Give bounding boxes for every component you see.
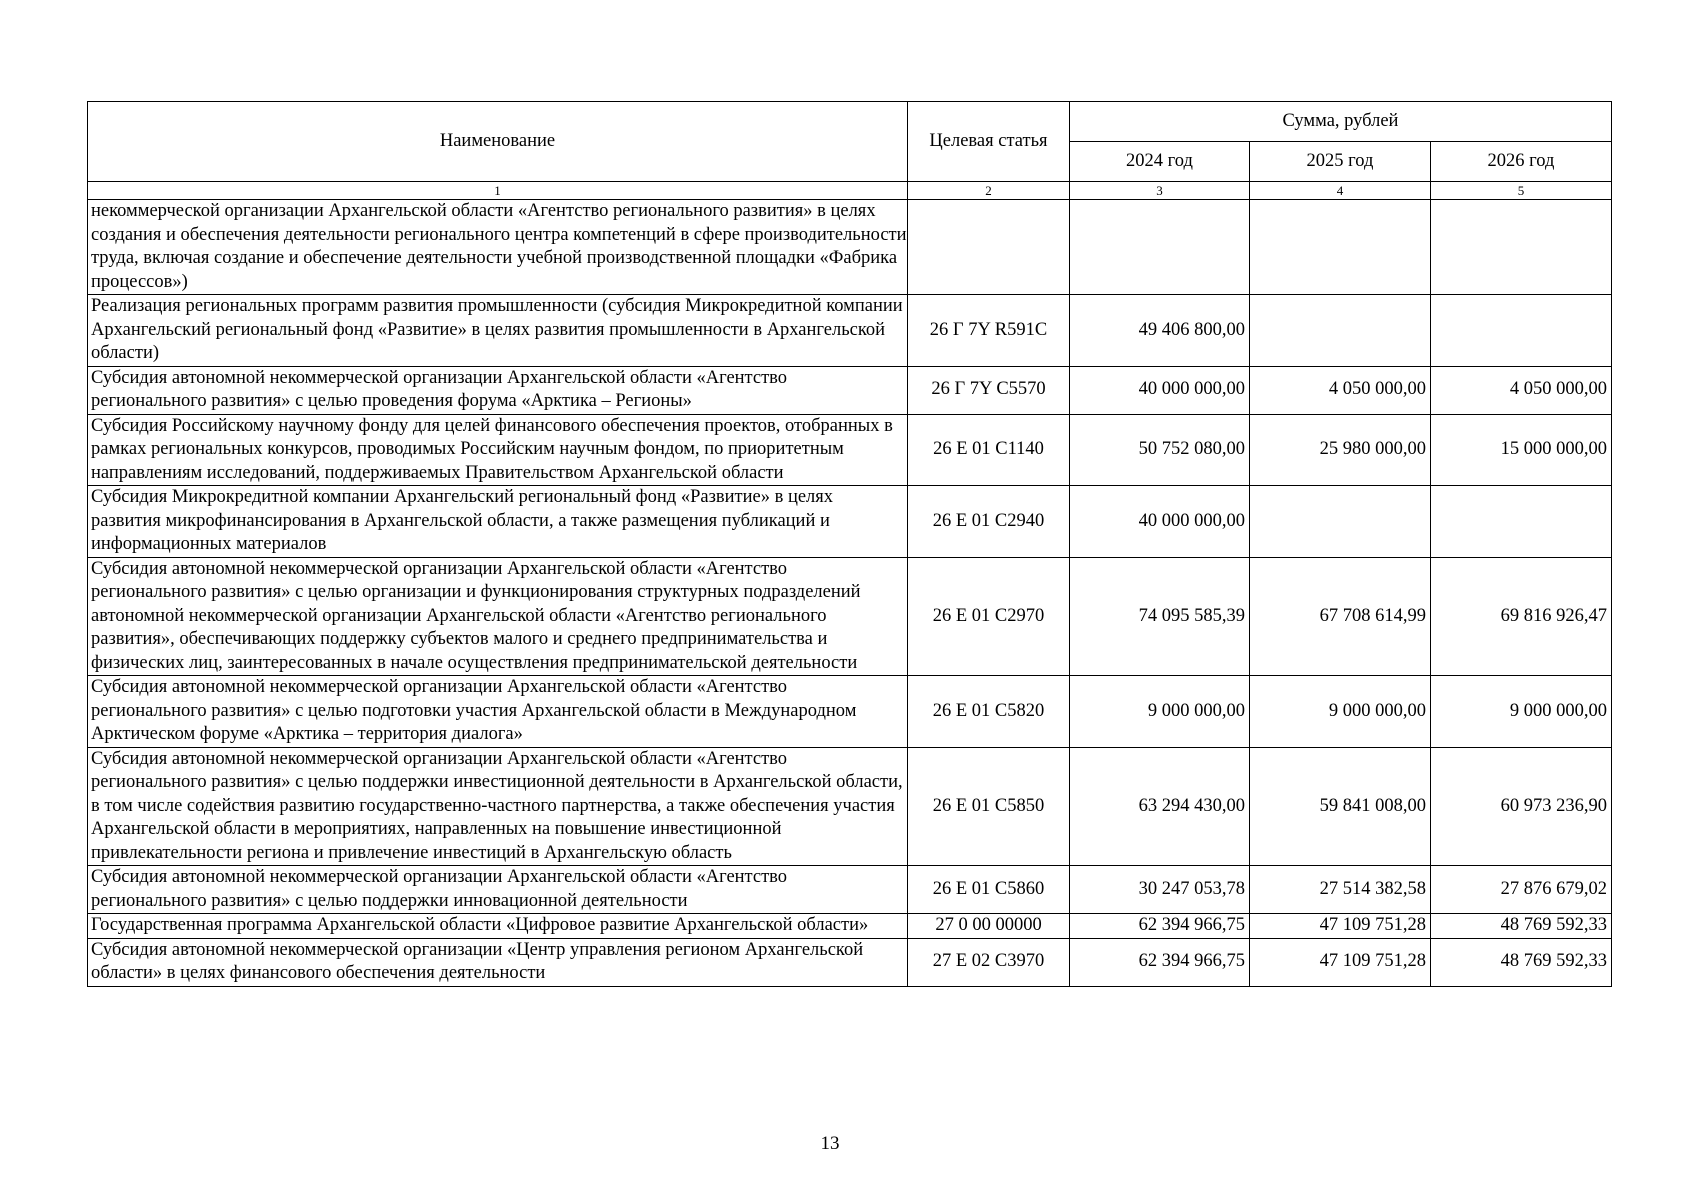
table-row — [88, 747, 1612, 866]
header-year-2025: 2025 год — [1250, 142, 1431, 182]
row-amount-2024: 40 000 000,00 — [1070, 486, 1250, 558]
row-amount-2026: 27 876 679,02 — [1431, 866, 1612, 914]
header-code: Целевая статья — [908, 102, 1070, 182]
row-amount-2025 — [1250, 295, 1431, 367]
row-name: Субсидия автономной некоммерческой организации Архангельской области «Агентство регионального развития» с целью поддержки инновационной деятельности — [88, 866, 908, 914]
row-code — [908, 200, 1070, 295]
row-amount-2024: 74 095 585,39 — [1070, 557, 1250, 676]
table-row — [88, 295, 1612, 367]
column-number: 1 — [88, 182, 908, 200]
row-code: 26 Е 01 C5820 — [908, 676, 1070, 748]
table-row — [88, 557, 1612, 676]
row-amount-2026: 9 000 000,00 — [1431, 676, 1612, 748]
row-code: 26 Г 7Y C5570 — [908, 366, 1070, 414]
row-code: 27 Е 02 C3970 — [908, 938, 1070, 986]
row-amount-2025: 27 514 382,58 — [1250, 866, 1431, 914]
row-amount-2025 — [1250, 486, 1431, 558]
row-name: Субсидия автономной некоммерческой организации «Центр управления регионом Архангельской области» в целях финансового обеспечения деятельности — [88, 938, 908, 986]
row-code: 27 0 00 00000 — [908, 914, 1070, 939]
table-row — [88, 414, 1612, 486]
row-name: Реализация региональных программ развития промышленности (субсидия Микрокредитной компании Архангельский региональный фонд «Развитие» в целях развития промышленности в Архангельской области) — [88, 295, 908, 367]
page-number: 13 — [820, 1133, 840, 1154]
row-code: 26 Е 01 C2940 — [908, 486, 1070, 558]
row-amount-2025: 4 050 000,00 — [1250, 366, 1431, 414]
header-year-2026: 2026 год — [1431, 142, 1612, 182]
budget-table — [87, 101, 1612, 987]
row-amount-2026 — [1431, 200, 1612, 295]
table-row — [88, 914, 1612, 939]
row-code: 26 Г 7Y R591C — [908, 295, 1070, 367]
table-row — [88, 366, 1612, 414]
row-amount-2025: 47 109 751,28 — [1250, 914, 1431, 939]
row-code: 26 Е 01 C5850 — [908, 747, 1070, 866]
row-amount-2025: 47 109 751,28 — [1250, 938, 1431, 986]
table-row — [88, 486, 1612, 558]
row-amount-2024: 30 247 053,78 — [1070, 866, 1250, 914]
row-amount-2024: 50 752 080,00 — [1070, 414, 1250, 486]
row-name: Государственная программа Архангельской области «Цифровое развитие Архангельской области» — [88, 914, 908, 939]
column-numbers-row — [88, 182, 1612, 200]
table-row — [88, 200, 1612, 295]
row-amount-2024: 62 394 966,75 — [1070, 914, 1250, 939]
row-code: 26 Е 01 C5860 — [908, 866, 1070, 914]
row-amount-2026: 4 050 000,00 — [1431, 366, 1612, 414]
row-amount-2024: 49 406 800,00 — [1070, 295, 1250, 367]
row-amount-2024 — [1070, 200, 1250, 295]
header-sum: Сумма, рублей — [1070, 102, 1612, 142]
table-row — [88, 866, 1612, 914]
row-name: Субсидия автономной некоммерческой организации Архангельской области «Агентство регионального развития» с целью организации и функционирования структурных подразделений автономной некоммерческой организации Архангельской области «Агентство регионального развития», обеспечивающих поддержку субъектов малого и среднего предпринимательства и физических лиц, заинтересованных в начале осуществления предпринимательской деятельности — [88, 557, 908, 676]
row-amount-2025: 59 841 008,00 — [1250, 747, 1431, 866]
header-year-2024: 2024 год — [1070, 142, 1250, 182]
column-number: 5 — [1431, 182, 1612, 200]
row-name: Субсидия Российскому научному фонду для целей финансового обеспечения проектов, отобранных в рамках региональных конкурсов, проводимых Российским научным фондом, по приоритетным направлениям исследований, поддерживаемых Правительством Архангельской области — [88, 414, 908, 486]
row-amount-2024: 9 000 000,00 — [1070, 676, 1250, 748]
row-amount-2025: 67 708 614,99 — [1250, 557, 1431, 676]
row-amount-2026: 15 000 000,00 — [1431, 414, 1612, 486]
column-number: 2 — [908, 182, 1070, 200]
row-amount-2024: 62 394 966,75 — [1070, 938, 1250, 986]
row-amount-2024: 40 000 000,00 — [1070, 366, 1250, 414]
row-amount-2026: 69 816 926,47 — [1431, 557, 1612, 676]
row-name: Субсидия автономной некоммерческой организации Архангельской области «Агентство регионального развития» с целью поддержки инвестиционной деятельности в Архангельской области, в том числе содействия развитию государственно-частного партнерства, а также обеспечения участия Архангельской области в мероприятиях, направленных на повышение инвестиционной привлекательности региона и привлечение инвестиций в Архангельскую область — [88, 747, 908, 866]
row-amount-2025 — [1250, 200, 1431, 295]
row-amount-2025: 9 000 000,00 — [1250, 676, 1431, 748]
header-name: Наименование — [88, 102, 908, 182]
row-amount-2026 — [1431, 486, 1612, 558]
row-amount-2025: 25 980 000,00 — [1250, 414, 1431, 486]
row-amount-2026 — [1431, 295, 1612, 367]
row-amount-2024: 63 294 430,00 — [1070, 747, 1250, 866]
row-amount-2026: 48 769 592,33 — [1431, 938, 1612, 986]
row-code: 26 Е 01 C2970 — [908, 557, 1070, 676]
row-name: Субсидия автономной некоммерческой организации Архангельской области «Агентство регионального развития» с целью подготовки участия Архангельской области в Международном Арктическом форуме «Арктика – территория диалога» — [88, 676, 908, 748]
row-amount-2026: 60 973 236,90 — [1431, 747, 1612, 866]
row-amount-2026: 48 769 592,33 — [1431, 914, 1612, 939]
table-row — [88, 938, 1612, 986]
table-row — [88, 676, 1612, 748]
row-name: некоммерческой организации Архангельской области «Агентство регионального развития» в целях создания и обеспечения деятельности регионального центра компетенций в сфере производительности труда, включая создание и обеспечение деятельности учебной производственной площадки «Фабрика процессов») — [88, 200, 908, 295]
header-row — [88, 102, 1612, 142]
column-number: 3 — [1070, 182, 1250, 200]
row-code: 26 Е 01 C1140 — [908, 414, 1070, 486]
column-number: 4 — [1250, 182, 1431, 200]
row-name: Субсидия автономной некоммерческой организации Архангельской области «Агентство регионального развития» с целью проведения форума «Арктика – Регионы» — [88, 366, 908, 414]
row-name: Субсидия Микрокредитной компании Архангельский региональный фонд «Развитие» в целях развития микрофинансирования в Архангельской области, а также размещения публикаций и информационных материалов — [88, 486, 908, 558]
